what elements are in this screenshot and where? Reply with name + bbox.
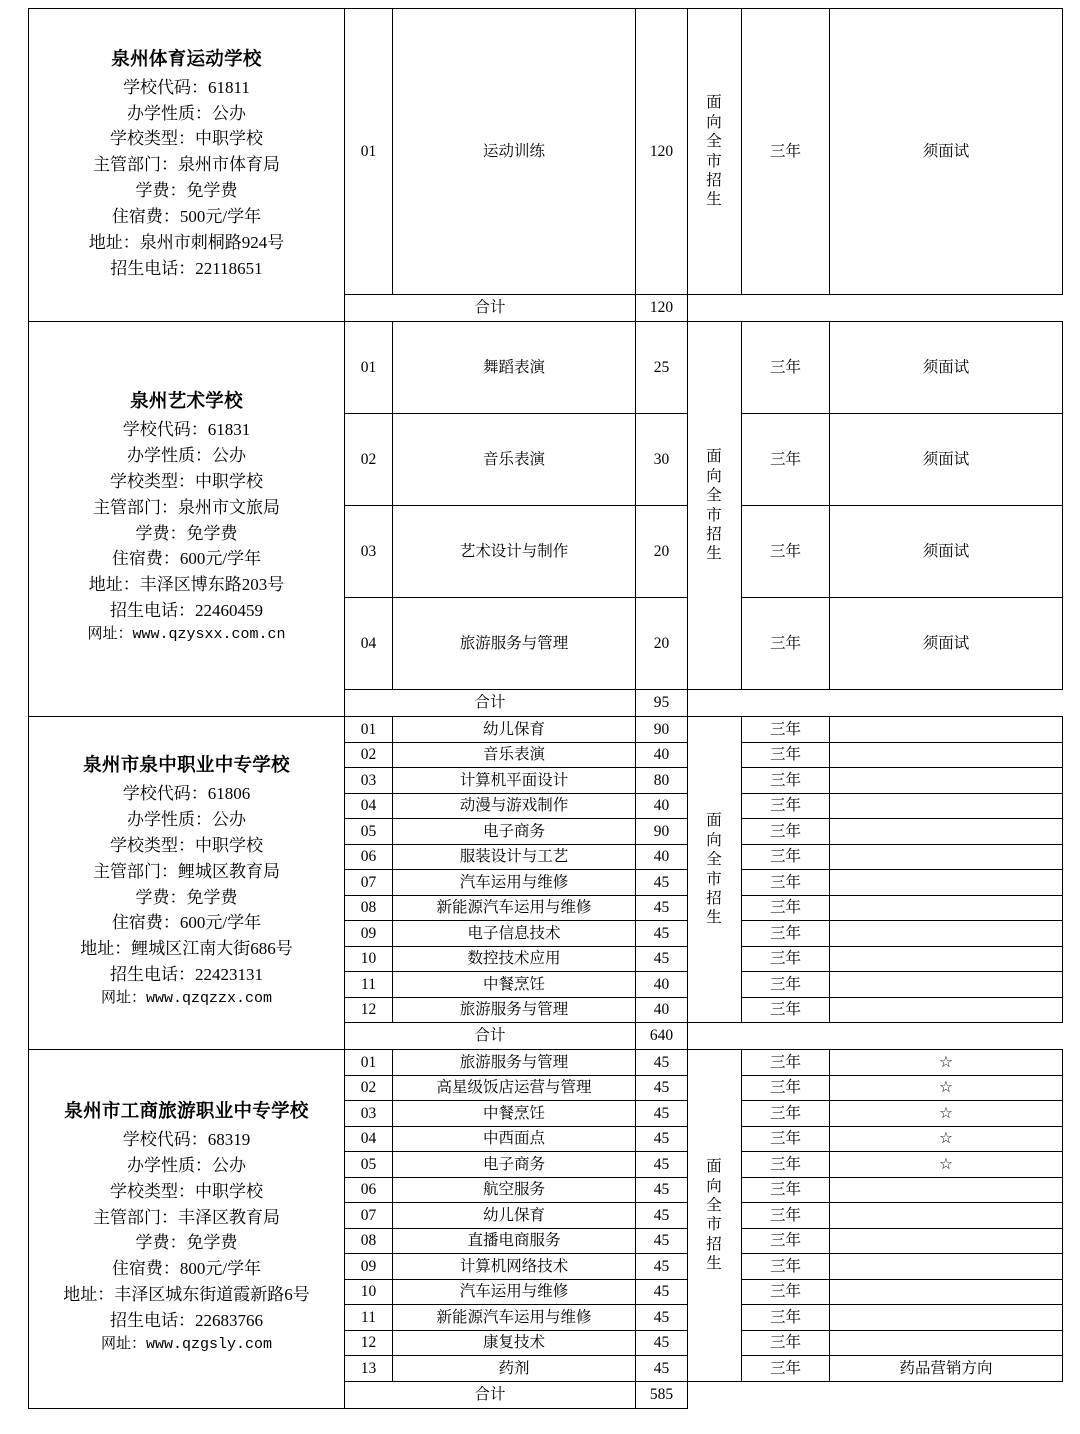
school-info-cell — [29, 1050, 345, 1409]
school-info-line: 地址：丰泽区博东路203号 — [88, 575, 285, 595]
total-row-filler — [688, 1023, 1063, 1050]
school-info-line: 学校类型：中职学校 — [110, 129, 263, 149]
school-info-line: 住宿费：800元/学年 — [111, 1259, 262, 1279]
school-info-line: 住宿费：600元/学年 — [111, 913, 262, 933]
major-name: 康复技术 — [393, 1330, 636, 1356]
major-code: 10 — [345, 1279, 393, 1305]
major-code: 08 — [345, 1228, 393, 1254]
study-years: 三年 — [742, 768, 830, 794]
study-years: 三年 — [742, 997, 830, 1023]
table-row — [29, 1050, 1063, 1076]
table-row — [29, 717, 1063, 743]
major-name: 幼儿保育 — [393, 717, 636, 743]
major-name: 汽车运用与维修 — [393, 870, 636, 896]
school-info-cell — [29, 9, 345, 322]
plan-count: 25 — [636, 322, 688, 414]
school-info-line: 学校类型：中职学校 — [110, 836, 263, 855]
major-code: 11 — [345, 972, 393, 998]
school-info-line: 主管部门：丰泽区教育局 — [93, 1207, 280, 1227]
school-info-line: 学费：免学费 — [135, 181, 238, 201]
school-name: 泉州市泉中职业中专学校 — [83, 756, 290, 777]
school-website: 网址：www.qzgsly.com — [100, 1335, 273, 1353]
plan-count: 80 — [636, 768, 688, 794]
major-name: 幼儿保育 — [393, 1203, 636, 1229]
major-code: 11 — [345, 1305, 393, 1331]
major-note — [830, 1203, 1063, 1229]
table-row — [29, 322, 1063, 414]
total-count: 640 — [636, 1023, 688, 1050]
study-years: 三年 — [742, 1228, 830, 1254]
enrollment-plan-table — [28, 8, 1063, 1409]
major-name: 艺术设计与制作 — [393, 506, 636, 598]
plan-count: 45 — [636, 1305, 688, 1331]
major-name: 电子商务 — [393, 819, 636, 845]
major-note: ☆ — [830, 1075, 1063, 1101]
school-info-line: 地址：鲤城区江南大街686号 — [80, 939, 293, 959]
school-info-line: 学费：免学费 — [135, 887, 238, 907]
study-years: 三年 — [742, 414, 830, 506]
major-name: 新能源汽车运用与维修 — [393, 1305, 636, 1331]
plan-count: 40 — [636, 972, 688, 998]
study-years: 三年 — [742, 1177, 830, 1203]
study-years: 三年 — [742, 870, 830, 896]
plan-count: 45 — [636, 1356, 688, 1382]
major-code: 03 — [345, 768, 393, 794]
major-name: 舞蹈表演 — [393, 322, 636, 414]
major-name: 旅游服务与管理 — [393, 1050, 636, 1076]
major-note — [830, 742, 1063, 768]
plan-count: 20 — [636, 598, 688, 690]
study-years: 三年 — [742, 844, 830, 870]
major-code: 07 — [345, 1203, 393, 1229]
school-info-line: 学校代码：68319 — [122, 1130, 251, 1150]
major-name: 音乐表演 — [393, 742, 636, 768]
study-years: 三年 — [742, 717, 830, 743]
major-note: ☆ — [830, 1101, 1063, 1127]
major-note — [830, 972, 1063, 998]
major-code: 03 — [345, 506, 393, 598]
study-years: 三年 — [742, 946, 830, 972]
plan-count: 45 — [636, 1152, 688, 1178]
school-info-line: 招生电话：22683766 — [110, 1310, 263, 1330]
major-name: 药剂 — [393, 1356, 636, 1382]
major-name: 直播电商服务 — [393, 1228, 636, 1254]
school-info-line: 学校代码：61806 — [122, 784, 251, 804]
plan-count: 40 — [636, 793, 688, 819]
school-info-line: 地址：泉州市刺桐路924号 — [88, 232, 285, 252]
total-label: 合计 — [345, 1381, 636, 1408]
school-info-line: 办学性质：公办 — [127, 1155, 246, 1175]
major-code: 09 — [345, 1254, 393, 1280]
study-years: 三年 — [742, 1152, 830, 1178]
total-row-filler — [688, 295, 1063, 322]
school-info-line: 学校代码：61811 — [123, 77, 250, 97]
plan-count: 30 — [636, 414, 688, 506]
plan-count: 40 — [636, 742, 688, 768]
school-info-line: 地址：丰泽区城东街道霞新路6号 — [63, 1285, 310, 1305]
study-years: 三年 — [742, 1356, 830, 1382]
plan-count: 45 — [636, 921, 688, 947]
major-note: 须面试 — [830, 322, 1063, 414]
total-label: 合计 — [345, 295, 636, 322]
major-name: 航空服务 — [393, 1177, 636, 1203]
major-note — [830, 717, 1063, 743]
plan-count: 40 — [636, 997, 688, 1023]
major-note: 须面试 — [830, 506, 1063, 598]
major-note — [830, 946, 1063, 972]
school-info-line: 学费：免学费 — [135, 523, 238, 543]
major-code: 04 — [345, 793, 393, 819]
major-note — [830, 1177, 1063, 1203]
major-name: 电子商务 — [393, 1152, 636, 1178]
plan-count: 45 — [636, 1228, 688, 1254]
school-name: 泉州艺术学校 — [130, 392, 243, 413]
school-info-line: 主管部门：泉州市体育局 — [93, 155, 280, 175]
major-name: 中餐烹饪 — [393, 972, 636, 998]
plan-count: 45 — [636, 1254, 688, 1280]
plan-count: 45 — [636, 946, 688, 972]
major-code: 01 — [345, 9, 393, 295]
study-years: 三年 — [742, 972, 830, 998]
plan-count: 40 — [636, 844, 688, 870]
major-name: 汽车运用与维修 — [393, 1279, 636, 1305]
school-info-line: 招生电话：22423131 — [110, 965, 263, 985]
school-info-line: 主管部门：泉州市文旅局 — [93, 497, 280, 517]
study-years: 三年 — [742, 742, 830, 768]
major-note — [830, 819, 1063, 845]
major-code: 03 — [345, 1101, 393, 1127]
school-info-line: 主管部门：鲤城区教育局 — [93, 861, 280, 881]
major-name: 旅游服务与管理 — [393, 598, 636, 690]
major-note — [830, 1330, 1063, 1356]
major-code: 13 — [345, 1356, 393, 1382]
total-row-filler — [688, 1381, 1063, 1408]
major-code: 12 — [345, 1330, 393, 1356]
major-name: 中西面点 — [393, 1126, 636, 1152]
major-note: 药品营销方向 — [830, 1356, 1063, 1382]
major-name: 动漫与游戏制作 — [393, 793, 636, 819]
study-years: 三年 — [742, 322, 830, 414]
major-note — [830, 1279, 1063, 1305]
major-code: 02 — [345, 742, 393, 768]
plan-count: 45 — [636, 870, 688, 896]
school-info-line: 办学性质：公办 — [127, 446, 246, 466]
major-code: 08 — [345, 895, 393, 921]
school-info-line: 招生电话：22460459 — [110, 601, 263, 621]
enrollment-area: 面 向 全 市 招 生 — [688, 1050, 742, 1382]
major-note: ☆ — [830, 1152, 1063, 1178]
study-years: 三年 — [742, 793, 830, 819]
study-years: 三年 — [742, 819, 830, 845]
plan-count: 20 — [636, 506, 688, 598]
plan-count: 45 — [636, 1101, 688, 1127]
study-years: 三年 — [742, 1279, 830, 1305]
study-years: 三年 — [742, 1305, 830, 1331]
major-code: 05 — [345, 1152, 393, 1178]
study-years: 三年 — [742, 598, 830, 690]
plan-count: 90 — [636, 819, 688, 845]
major-note — [830, 921, 1063, 947]
major-name: 新能源汽车运用与维修 — [393, 895, 636, 921]
major-name: 计算机网络技术 — [393, 1254, 636, 1280]
enrollment-area: 面 向 全 市 招 生 — [688, 717, 742, 1023]
study-years: 三年 — [742, 506, 830, 598]
school-info-line: 学费：免学费 — [135, 1233, 238, 1253]
major-code: 04 — [345, 1126, 393, 1152]
total-count: 120 — [636, 295, 688, 322]
major-code: 04 — [345, 598, 393, 690]
school-name: 泉州体育运动学校 — [111, 49, 262, 70]
major-note: 须面试 — [830, 414, 1063, 506]
major-code: 05 — [345, 819, 393, 845]
major-note: 须面试 — [830, 598, 1063, 690]
total-count: 585 — [636, 1381, 688, 1408]
school-info-line: 学校代码：61831 — [122, 420, 251, 440]
major-note — [830, 1305, 1063, 1331]
school-info-line: 办学性质：公办 — [127, 810, 246, 830]
study-years: 三年 — [742, 9, 830, 295]
school-info-cell — [29, 322, 345, 717]
major-note — [830, 768, 1063, 794]
major-code: 06 — [345, 1177, 393, 1203]
plan-count: 45 — [636, 895, 688, 921]
study-years: 三年 — [742, 1126, 830, 1152]
total-label: 合计 — [345, 690, 636, 717]
study-years: 三年 — [742, 1330, 830, 1356]
study-years: 三年 — [742, 1050, 830, 1076]
major-name: 电子信息技术 — [393, 921, 636, 947]
major-name: 高星级饭店运营与管理 — [393, 1075, 636, 1101]
major-code: 01 — [345, 322, 393, 414]
school-website: 网址：www.qzysxx.com.cn — [87, 625, 286, 643]
major-note: ☆ — [830, 1050, 1063, 1076]
major-name: 运动训练 — [393, 9, 636, 295]
major-note: 须面试 — [830, 9, 1063, 295]
study-years: 三年 — [742, 1075, 830, 1101]
plan-count: 120 — [636, 9, 688, 295]
major-note — [830, 844, 1063, 870]
major-name: 音乐表演 — [393, 414, 636, 506]
study-years: 三年 — [742, 895, 830, 921]
plan-count: 45 — [636, 1050, 688, 1076]
major-note — [830, 793, 1063, 819]
major-note — [830, 997, 1063, 1023]
major-code: 01 — [345, 1050, 393, 1076]
school-info-line: 办学性质：公办 — [127, 103, 246, 123]
school-info-line: 住宿费：500元/学年 — [111, 206, 262, 226]
major-code: 07 — [345, 870, 393, 896]
plan-count: 45 — [636, 1330, 688, 1356]
plan-count: 45 — [636, 1126, 688, 1152]
enrollment-area: 面 向 全 市 招 生 — [688, 9, 742, 295]
plan-count: 45 — [636, 1203, 688, 1229]
major-code: 01 — [345, 717, 393, 743]
major-code: 06 — [345, 844, 393, 870]
school-website: 网址：www.qzqzzx.com — [100, 989, 273, 1007]
school-info-line: 学校类型：中职学校 — [110, 1181, 263, 1201]
major-name: 中餐烹饪 — [393, 1101, 636, 1127]
total-label: 合计 — [345, 1023, 636, 1050]
major-name: 数控技术应用 — [393, 946, 636, 972]
study-years: 三年 — [742, 1203, 830, 1229]
table-row — [29, 9, 1063, 295]
major-note: ☆ — [830, 1126, 1063, 1152]
major-name: 服装设计与工艺 — [393, 844, 636, 870]
major-note — [830, 1228, 1063, 1254]
school-info-line: 住宿费：600元/学年 — [111, 549, 262, 569]
plan-count: 45 — [636, 1075, 688, 1101]
total-row-filler — [688, 690, 1063, 717]
school-info-line: 学校类型：中职学校 — [110, 472, 263, 491]
study-years: 三年 — [742, 1101, 830, 1127]
major-code: 02 — [345, 414, 393, 506]
school-name: 泉州市工商旅游职业中专学校 — [64, 1101, 309, 1122]
major-note — [830, 1254, 1063, 1280]
major-note — [830, 870, 1063, 896]
major-code: 10 — [345, 946, 393, 972]
study-years: 三年 — [742, 921, 830, 947]
total-count: 95 — [636, 690, 688, 717]
plan-count: 45 — [636, 1177, 688, 1203]
major-code: 02 — [345, 1075, 393, 1101]
major-code: 09 — [345, 921, 393, 947]
plan-count: 90 — [636, 717, 688, 743]
enrollment-area: 面 向 全 市 招 生 — [688, 322, 742, 690]
plan-count: 45 — [636, 1279, 688, 1305]
major-note — [830, 895, 1063, 921]
major-code: 12 — [345, 997, 393, 1023]
major-name: 旅游服务与管理 — [393, 997, 636, 1023]
major-name: 计算机平面设计 — [393, 768, 636, 794]
study-years: 三年 — [742, 1254, 830, 1280]
school-info-line: 招生电话：22118651 — [110, 258, 263, 278]
school-info-cell — [29, 717, 345, 1050]
